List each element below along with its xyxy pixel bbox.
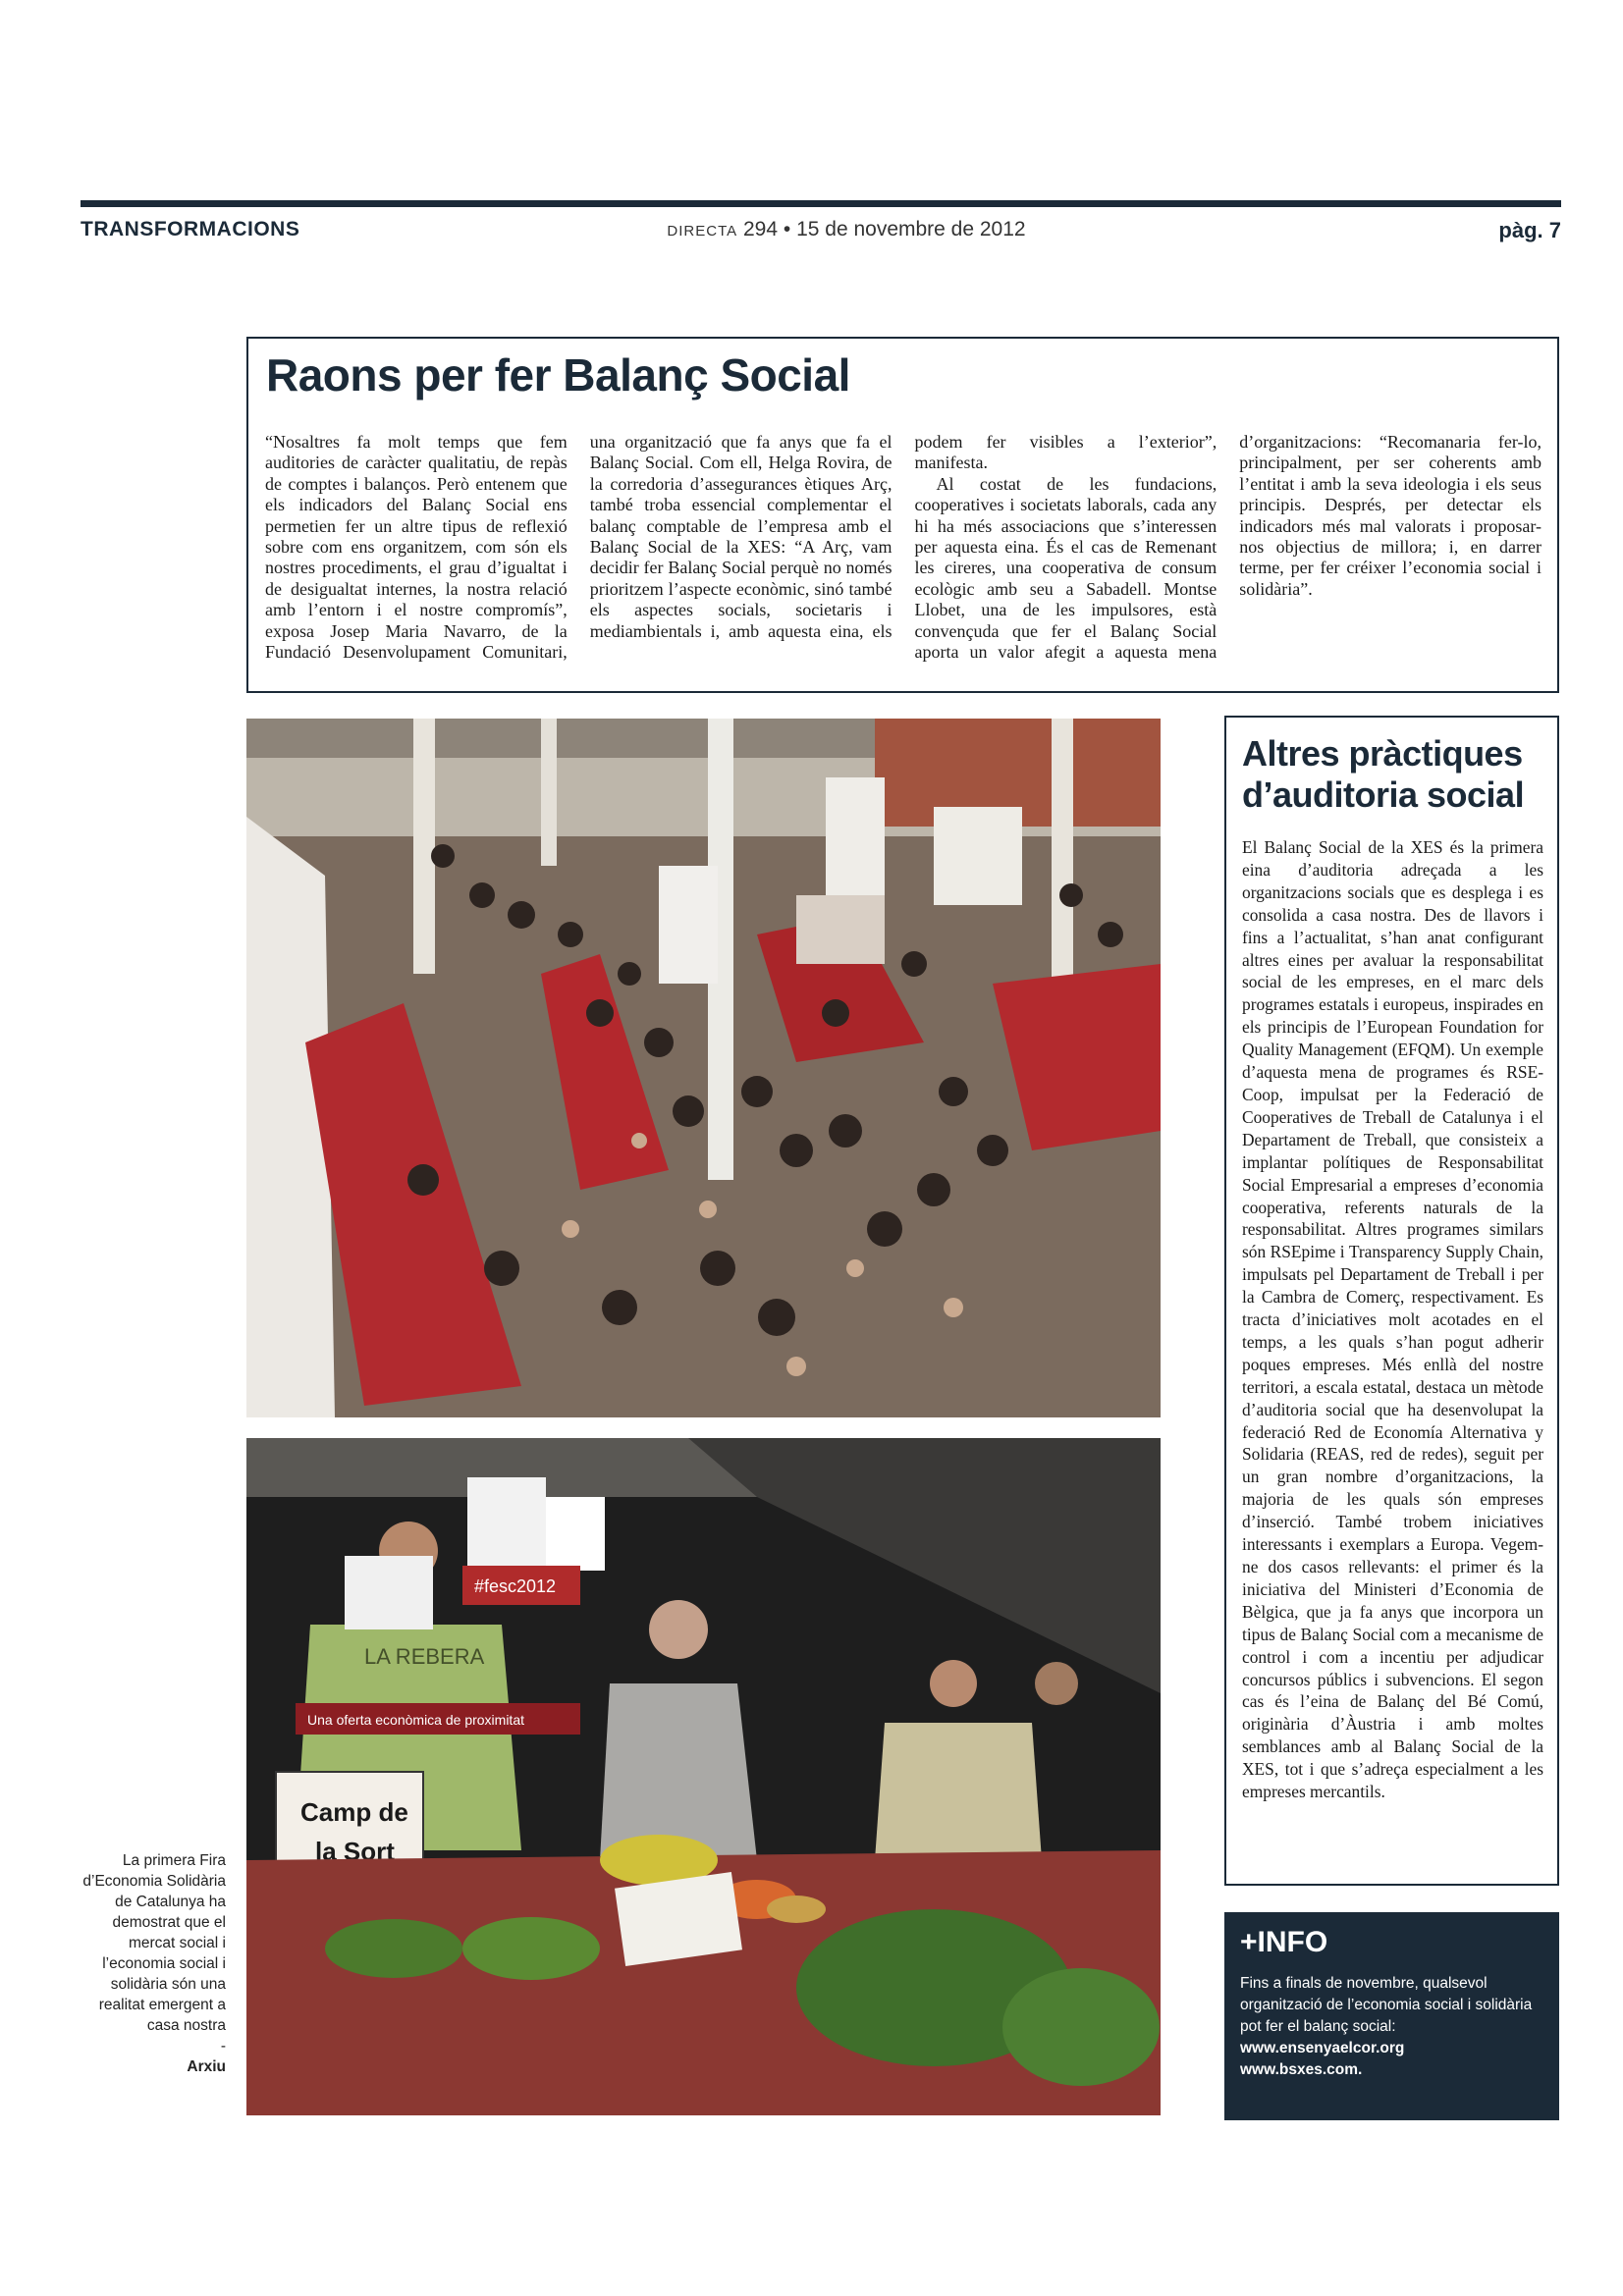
main-article-body [265,432,1542,682]
issue-number: 294 [742,218,779,240]
photo-credit: Arxiu [187,2058,226,2075]
issue-info [640,218,1053,241]
photo-caption [81,1850,226,2077]
caption-text: La primera Fira d’Economia Solidària de Catalunya ha demostrat que el mercat social i l’economia social i solidària són una realitat emergent a casa nostra [82,1852,226,2034]
fair-crowd-illustration [246,719,1161,1417]
shirt-text: LA REBERA [364,1644,485,1669]
sidebar-title: Altres pràctiques d’auditoria social [1242,733,1525,815]
main-article-box [246,337,1559,693]
svg-text:la Sort: la Sort [315,1837,395,1866]
hashtag-banner: #fesc2012 [474,1576,557,1596]
stall-sign-text: Camp de [300,1797,408,1827]
fair-crowd-photo [246,719,1161,1417]
main-article-title: Raons per fer Balanç Social [266,349,850,400]
sidebar-body: El Balanç Social de la XES és la primera eina d’auditoria adreçada a les organitzacions socials que es desplega i es consolida a casa nostra. Des de llavors i fins a l’actualitat, s’han anat configurant altres eines per avaluar la responsabilitat social de les empreses, en el marc dels programes estatals i europeus, inspirades en els principis de l’European Foundation for Quality Management (EFQM). Un exemple d’aquesta mena de programes és RSE-Coop, impulsat per la Federació de Cooperatives de Treball de Catalunya i el Departament de Treball, que consisteix a implantar polítiques de Responsabilitat Social Empresarial a empreses d’economia cooperativa, referents naturals de la responsabilitat. Altres programes similars són RSEpime i Transparency Supply Chain, impulsats pel Departament de Treball i per la Cambra de Comerç, respectivament. Es tracta d’iniciatives molt acotades en el temps, a les quals s’han pogut adherir poques empreses. Més enllà del nostre territori, a escala estatal, destaca un mètode d’auditoria social que ha desenvolupat la federació Red de Economía Alternativa y Solidaria (REAS, red de redes), seguit per un gran nombre d’organitzacions, la majoria de les quals són empreses d’inserció. També trobem iniciatives interessants i exemplars a Europa. Vegem-ne dos casos rellevants: el primer és la iniciativa del Ministeri d’Economia de Bèlgica, que ja fa anys que incorpora un tipus de Balanç Social com a mecanisme de control i com a incentiu per adjudicar concursos públics i subvencions. El segon cas és l’eina de Balanç del Bé Comú, originària d’Àustria i amb moltes semblances amb al Balanç Social de la XES, tot i que s’adreça especialment a les empreses mercantils. [1242,837,1543,1802]
stall-banner-text: Una oferta econòmica de proximitat [307,1712,524,1728]
caption-separator: - [220,2038,226,2055]
top-rule [81,200,1561,207]
info-link-bsxes[interactable]: www.bsxes.com. [1240,2061,1363,2078]
market-stall-illustration [246,1438,1161,2115]
market-stall-photo [246,1438,1161,2115]
bullet-separator: • [783,218,791,240]
sidebar-box [1224,716,1559,1886]
article-paragraph: Al costat de les fundacions, cooperatives i societats laborals, cada any hi ha més associacions que s’interessen per aquesta eina. És el cas de Remenant les cireres, una cooperativa de consum ecològic amb seu a Sabadell. Montse Llobet, una de les impulsores, està convençuda que fer el Balanç Social aporta un valor afegit a aquesta mena d’organitzacions: “Recomanaria fer-lo, principalment, per ser coherents amb l’entitat i amb la seva ideologia i els seus principis. Després, per detectar els indicadors més mal valorats i proposar-nos objectius de millora; i, en darrer terme, per fer créixer l’economia social i solidària”. [914,432,1542,663]
publication-name: DIRECTA [667,223,738,240]
page-header [81,218,1561,247]
issue-date: 15 de novembre de 2012 [796,218,1026,240]
info-box [1224,1912,1559,2120]
info-link-ensenyaelcor[interactable]: www.ensenyaelcor.org [1240,2040,1405,2056]
section-name: TRANSFORMACIONS [81,218,300,240]
info-title: +INFO [1240,1926,1328,1958]
article-paragraph: “Nosaltres fa molt temps que fem auditories de caràcter qualitatiu, de repàs de comptes i balanços. Però entenem que els indicadors del Balanç Social ens permetien fer un altre tipus de reflexió sobre com ens organitzem, com són els nostres procediments, el grau d’igualtat i de desigualtat internes, la nostra relació amb l’entorn i el nostre compromís”, exposa Josep Maria Navarro, de la Fundació Desenvolupament Comunitari, una organització que fa anys que fa el Balanç Social. Com ell, Helga Rovira, de la corredoria d’assegurances ètiques Arç, també troba essencial complementar el balanç comptable de l’empresa amb el Balanç Social de la XES: “A Arç, vam decidir fer Balanç Social perquè no només prioritzem l’aspecte econòmic, sinó també els aspectes socials, societaris i mediambientals i, amb aquesta eina, els podem fer visibles a l’exterior”, manifesta. [265,432,1217,663]
page-number: pàg. 7 [1498,218,1561,242]
info-text: Fins a finals de novembre, qualsevol organització de l’economia social i solidària pot fer el balanç social: [1240,1975,1533,2035]
